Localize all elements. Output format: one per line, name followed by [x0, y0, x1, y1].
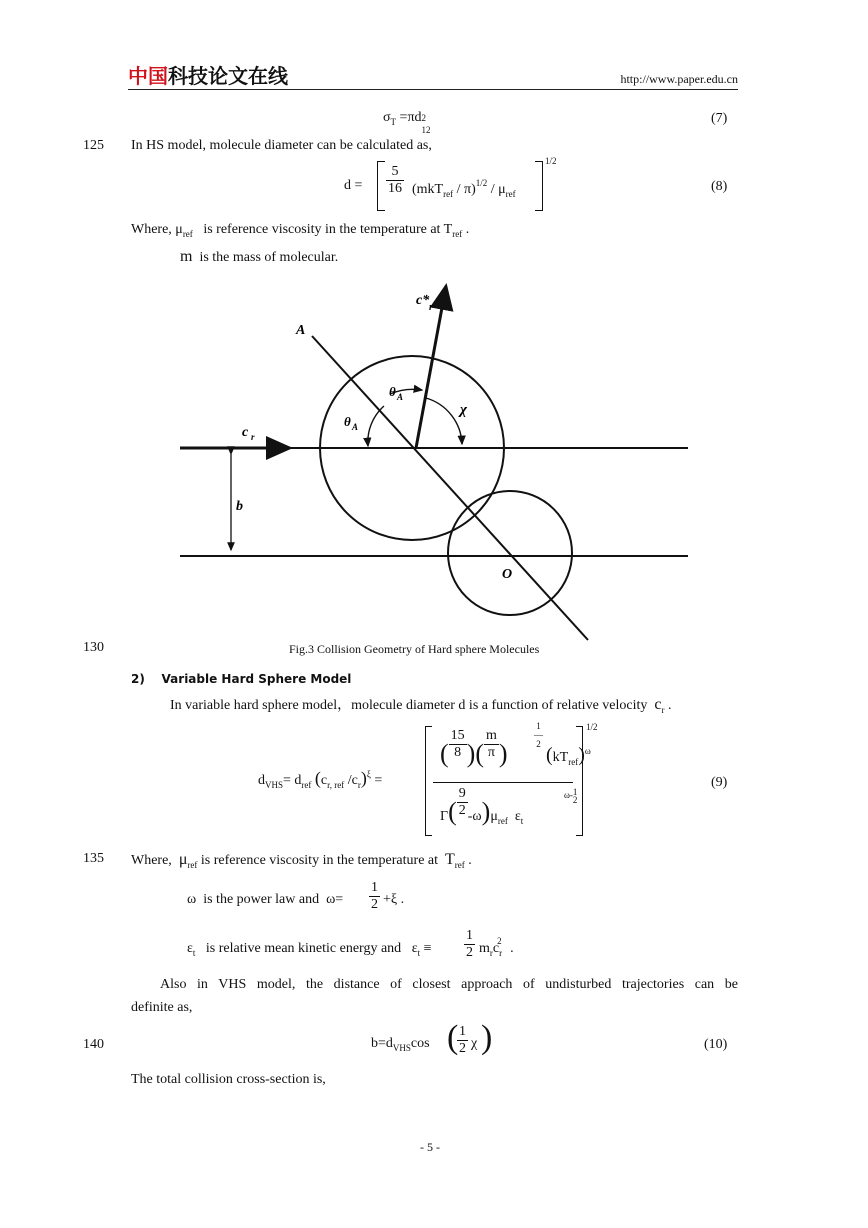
- eq8-mkt: (mkT: [412, 182, 444, 197]
- vhs-intro-text: In variable hard sphere model，molecule diameter d is a function of relative velocity: [170, 698, 648, 713]
- eq10-vhs: VHS: [392, 1043, 411, 1053]
- eq8-number: (8): [711, 179, 728, 194]
- label-thetaA-top: θ: [389, 384, 396, 399]
- where1-c: .: [465, 222, 470, 237]
- eq7-sigma: σ: [383, 110, 391, 125]
- epsilon-desc: is relative mean kinetic energy and: [205, 941, 402, 956]
- eq10-num: 1: [459, 1024, 466, 1039]
- section-heading: 2) Variable Hard Sphere Model: [131, 672, 352, 686]
- label-thetaA-top-sub: A: [397, 392, 404, 402]
- label-A: A: [296, 323, 306, 338]
- where-mu-ref-line: [131, 222, 469, 239]
- eq8-inner-half: 1/2: [475, 178, 488, 188]
- eq10-chi: χ: [471, 1036, 478, 1051]
- eq8-pi: / π): [456, 182, 476, 197]
- hs-intro-text: In HS model, molecule diameter can be calculated as,: [131, 138, 432, 153]
- eq8-num: 5: [386, 164, 404, 181]
- eq7-sub12: 12: [421, 125, 431, 135]
- line-number-130: 130: [83, 640, 104, 655]
- vhs-cr: c: [654, 696, 662, 713]
- apse-line-A: [312, 336, 588, 640]
- m-line: [180, 248, 338, 266]
- eq7-rhs: =πd: [399, 110, 422, 125]
- where2-b: is reference viscosity in the temperature at: [200, 853, 439, 868]
- epsilon-line: $\varepsilon_t$ is relative mean kinetic energy and $\varepsilon_t$ ≡ $\frac{1}{2}$ $m_rc_r^2$ .: [187, 928, 514, 960]
- eq7-sub: T: [390, 117, 397, 127]
- figure-caption: Fig.3 Collision Geometry of Hard sphere Molecules: [289, 642, 540, 656]
- equation-10: $b=d_{VHS}\cos$ ( $\frac{1}{2}$ χ ): [371, 1019, 493, 1056]
- label-chi: χ: [460, 402, 467, 418]
- header-rule: [128, 89, 738, 90]
- closest-approach-line1: Also in VHS model, the distance of closest approach of undisturbed trajectories can be: [160, 977, 738, 992]
- eq10-number: (10): [704, 1037, 728, 1052]
- equation-9: $d_{VHS}= d_{ref}$ ($c_{r, ref}$ $/c_r)^\xi$ = ( $\frac{15}{8}$ )( $\frac{m}{\pi}$ ) 1 — 2 $(kT_{ref})^\omega$ Γ( $\frac{9}{2}$ $-\omega)\mu_{ref}$ $\varepsilon_t$ ω-1 2 1/2: [258, 722, 608, 842]
- collision-geometry-figure: [170, 278, 700, 643]
- label-thetaA-left-sub: A: [352, 422, 359, 432]
- m-desc: is the mass of molecular.: [199, 250, 339, 265]
- eq8-fraction: [386, 164, 404, 197]
- label-cr-sub: r: [251, 432, 255, 442]
- eq7-sup: 2: [421, 113, 427, 123]
- eq9-number: (9): [711, 775, 728, 790]
- label-b: b: [236, 499, 243, 514]
- where2-mu: μ: [178, 851, 188, 868]
- where1-sub: ref: [182, 229, 193, 239]
- where1-a: Where, μ: [131, 222, 183, 237]
- where2-T: T: [445, 851, 455, 868]
- omega-desc: is the power law and: [203, 892, 320, 907]
- where1-sub2: ref: [452, 229, 463, 239]
- logo-part-red: 中国: [128, 64, 168, 88]
- eq8-lhs: d =: [344, 178, 363, 193]
- eq8-den: 16: [388, 181, 402, 196]
- eq8-right-bracket: [535, 161, 543, 211]
- eq8-left-bracket: [377, 161, 385, 211]
- label-cr-star: c*: [416, 293, 430, 308]
- line-number-125: 125: [83, 138, 104, 153]
- label-O: O: [502, 567, 513, 582]
- line-number-140: 140: [83, 1037, 104, 1052]
- eq7-number: (7): [711, 111, 728, 126]
- equation-8: [344, 158, 564, 218]
- site-logo: [128, 60, 288, 89]
- closest-approach-line2: definite as,: [131, 1000, 193, 1015]
- equation-7: [383, 110, 434, 135]
- m-symbol: m: [180, 248, 193, 265]
- chi-arc: [426, 398, 462, 444]
- where-vhs-line: Where, $\mu_{ref}$ is reference viscosity in the temperature at $T_{ref}$ .: [131, 851, 472, 870]
- label-cr-star-sub: r: [429, 302, 433, 313]
- eq10-den: 2: [459, 1041, 466, 1056]
- eq10-cos: cos: [410, 1036, 430, 1051]
- label-cr: c: [242, 425, 249, 440]
- eq8-ref1: ref: [443, 189, 454, 199]
- eq8-outer-half: 1/2: [545, 156, 557, 166]
- logo-part-black: 科技论文在线: [168, 64, 288, 88]
- eq10-lhs: b=d: [371, 1036, 393, 1051]
- header-url[interactable]: http://www.paper.edu.cn: [620, 72, 738, 86]
- total-cross-section-line: The total collision cross-section is,: [131, 1072, 326, 1087]
- eq8-mu: / μ: [490, 182, 506, 197]
- where2-a: Where,: [131, 853, 172, 868]
- vhs-intro-line: In variable hard sphere model，molecule diameter d is a function of relative velocity $c_r$ .: [170, 696, 672, 715]
- line-number-135: 135: [83, 851, 104, 866]
- vhs-cr-sub: r: [661, 705, 665, 715]
- page-number: - 5 -: [420, 1140, 440, 1154]
- omega-line: ω is the power law and ω= $\frac{1}{2}$ +ξ .: [187, 880, 405, 912]
- eq8-body: [412, 178, 516, 199]
- label-thetaA-left: θ: [344, 414, 351, 429]
- eq8-ref2: ref: [505, 189, 516, 199]
- where1-b: is reference viscosity in the temperature at T: [203, 222, 453, 237]
